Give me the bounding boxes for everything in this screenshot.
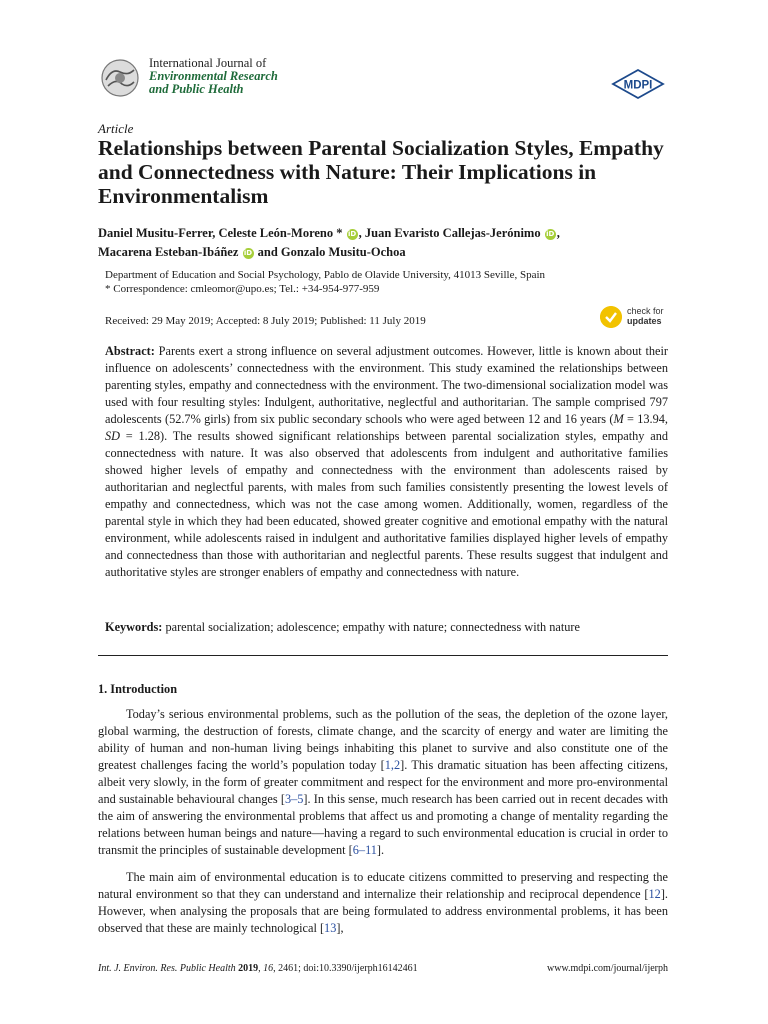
citation-link[interactable]: 6–11 <box>352 843 377 857</box>
footer-year: 2019 <box>235 963 259 974</box>
orcid-icon[interactable]: iD <box>243 249 253 257</box>
check-for-updates-button[interactable] <box>600 305 672 331</box>
orcid-icon[interactable]: iD <box>546 230 555 238</box>
keywords <box>105 619 668 636</box>
abstract-text-2: = 13.94, <box>623 412 668 426</box>
journal-name-line3: and Public Health <box>149 82 244 96</box>
footer-journal-url[interactable]: www.mdpi.com/journal/ijerph <box>547 963 668 974</box>
journal-name-line1: International Journal of <box>149 56 267 70</box>
intro-p1-text-3: ]. In this sense, much research has been carried out in recent decades with the aim of answering the environmental problems that affect us and promoting a change of mentality regarding the relations between human beings and nature—having a regard to such environmental education is crucial in order to transmit the principles of sustainable development [ <box>98 792 669 857</box>
intro-p1-text-2: ]. This dramatic situation has been affecting citizens, albeit very slowly, in the form of greater commitment and respect for the environment and more pro-environmental and sustainable behavioural changes [ <box>98 758 668 806</box>
affiliation-block <box>105 268 685 296</box>
author-1: Daniel Musitu-Ferrer, <box>98 226 219 240</box>
author-5: and Gonzalo Musitu-Ochoa <box>254 245 406 259</box>
intro-paragraph-1 <box>98 706 668 859</box>
correspondence: * Correspondence: cmleomor@upo.es; Tel.: +34-954-977-959 <box>105 283 380 295</box>
check-updates-line1: check for <box>627 306 664 316</box>
abstract-text-3: = 1.28). The results showed significant relationships between parental socialization styles, empathy and connectedness with nature. It was also observed that adolescents from indulgent and authoritative families showed higher levels of empathy and connectedness with the environment than adolescents raised by authoritarian and neglectful parents, with males from such families consistently presenting the lowest levels of empathy and connectedness, which was not the case among women. Additionally, women, regardless of the parental style in which they had been educated, showed greater cognitive and emotional empathy with the natural environment, while adolescents raised in indulgent and authoritative families displayed higher levels of empathy and connectedness than those with authoritarian and neglectful parents. These results suggest that indulgent and authoritative styles are stronger enablers of empathy and connectedness with nature. <box>105 429 668 579</box>
mdpi-logo-icon <box>610 68 666 100</box>
author-separator: , <box>556 226 560 240</box>
keywords-text: parental socialization; adolescence; empathy with nature; connectedness with nature <box>162 620 580 634</box>
check-updates-icon <box>600 306 622 328</box>
keywords-label: Keywords: <box>105 620 163 634</box>
section-heading-introduction: 1. Introduction <box>98 682 178 696</box>
publication-dates: Received: 29 May 2019; Accepted: 8 July 2019; Published: 11 July 2019 <box>105 315 426 327</box>
check-updates-line2: updates <box>627 316 662 326</box>
citation-link[interactable]: 3–5 <box>284 792 304 806</box>
author-list <box>98 224 678 262</box>
intro-p1-text-1: Today’s serious environmental problems, such as the pollution of the seas, the depletion of the ozone layer, global warming, the destruction of forests, climate change, and the scarcity of energy and water are limiting the ability of human and non-human living beings inhabiting this planet to survive and also constitute one of the greatest challenges facing the world’s population today [ <box>98 707 668 772</box>
abstract-mean-label: M <box>613 412 624 426</box>
intro-paragraph-2 <box>98 869 668 937</box>
author-3[interactable]: , Juan Evaristo Callejas-Jerónimo <box>358 226 541 240</box>
check-updates-label <box>627 306 664 326</box>
citation-link[interactable]: 1,2 <box>384 758 401 772</box>
journal-logo-icon <box>98 58 142 98</box>
abstract-label: Abstract: <box>105 344 155 358</box>
journal-name-line2: Environmental Research <box>149 69 278 83</box>
orcid-icon[interactable]: iD <box>348 230 357 238</box>
footer-volume: , 16 <box>258 963 274 974</box>
intro-p2-text-2: ]. However, when analysing the proposals that are being formulated to address environmental problems, it has been observed that these are mainly technological [ <box>98 887 668 935</box>
author-2[interactable]: Celeste León-Moreno * <box>218 226 343 240</box>
divider <box>98 655 668 656</box>
article-type: Article <box>98 121 134 136</box>
footer-citation <box>98 963 418 974</box>
affiliation: Department of Education and Social Psychology, Pablo de Olavide University, 41013 Seville, Spain <box>105 269 546 281</box>
intro-p2-text-3: ], <box>336 921 344 935</box>
article-title: Relationships between Parental Socialization Styles, Empathy and Connectedness with Nature: Their Implications in Environmentalism <box>98 136 664 208</box>
intro-p1-text-4: ]. <box>376 843 385 857</box>
citation-link[interactable]: 12 <box>648 887 661 901</box>
journal-name <box>149 57 278 96</box>
citation-link[interactable]: 13 <box>324 921 337 935</box>
intro-p2-text-1: The main aim of environmental education is to educate citizens committed to preserving and respecting the natural environment so that they can understand and internalize their relationship and reciprocal dependence [ <box>98 870 668 901</box>
publisher-name: MDPI <box>623 79 653 92</box>
abstract-text-1: Parents exert a strong influence on several adjustment outcomes. However, little is known about their influence on adolescents’ connectedness with the environment. This study examined the relationships between parenting styles, empathy and connectedness with the environment. The two-dimensional socialization model was used with four resulting styles: Indulgent, authoritative, neglectful and authoritarian. The sample comprised 797 adolescents (52.7% girls) from six public secondary schools who were aged between 12 and 16 years ( <box>105 344 668 426</box>
footer-journal-abbr: Int. J. Environ. Res. Public Health <box>98 963 236 974</box>
footer-doi[interactable]: , 2461; doi:10.3390/ijerph16142461 <box>273 963 418 974</box>
abstract <box>105 343 668 581</box>
author-4[interactable]: Macarena Esteban-Ibáñez <box>98 245 239 259</box>
abstract-sd-label: SD <box>105 429 121 443</box>
